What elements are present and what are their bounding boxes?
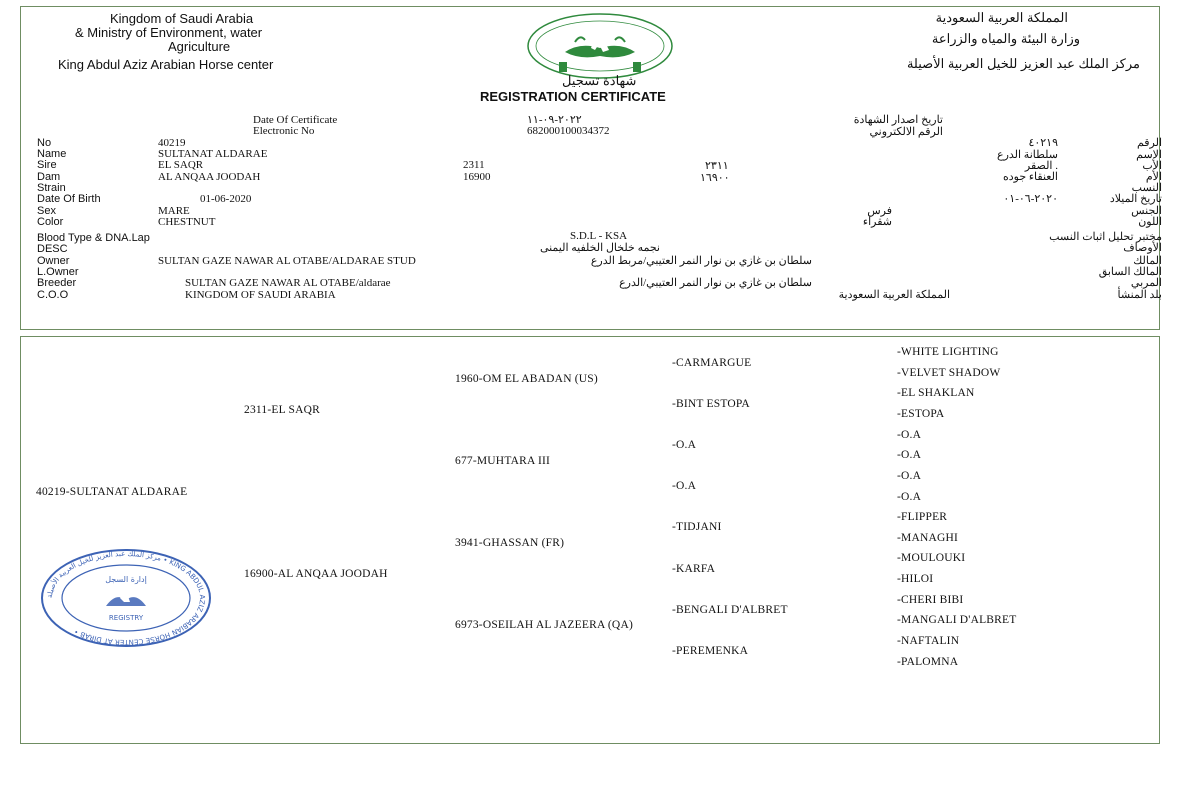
header-center-ar: مركز الملك عبد العزيز للخيل العربية الأصيلة [906,56,1140,71]
stamp-inner-top: إدارة السجل [105,575,147,584]
pedigree-gen4-16: -PALOMNA [897,656,959,668]
sex-value-ar: فرس [867,205,892,217]
title-arabic: شهادة تسجيل [562,73,637,88]
owner-value-ar: سلطان بن غازي بن نوار النمر العتيبي/مربط الدرع [590,255,812,267]
dam-number-ar: ١٦٩٠٠ [700,172,730,184]
color-value-ar: شقراء [862,216,892,228]
dob-label-ar: تاريخ الميلاد [1109,193,1162,205]
pedigree-gen3-8: -PEREMENKA [672,645,749,657]
coo-value: KINGDOM OF SAUDI ARABIA [185,289,336,301]
coo-label-ar: بلد المنشأ [1117,289,1162,301]
sire-number: 2311 [463,159,485,171]
header-ministry-en-2: Agriculture [168,39,231,54]
dob-value: 01-06-2020 [200,193,252,205]
name-label-ar: الاسم [1136,149,1162,161]
desc-value-ar: نجمه خلخال الخلفيه اليمنى [539,242,660,254]
pedigree-gen4-8: -O.A [897,491,922,503]
pedigree-gen3-6: -KARFA [672,563,716,575]
header-center-en: King Abdul Aziz Arabian Horse center [58,57,274,72]
pedigree-gen4-6: -O.A [897,449,922,461]
pedigree-gen3-1: -CARMARGUE [672,357,752,369]
name-value: SULTANAT ALDARAE [158,148,268,160]
sire-value-ar: . الصقر [1024,160,1058,172]
header-ministry-en: & Ministry of Environment, water [75,25,263,40]
pedigree-gen4-4: -ESTOPA [897,408,945,420]
bottom-frame [20,336,1160,744]
pedigree-sire: 2311-EL SAQR [244,404,320,416]
dam-number: 16900 [463,171,491,183]
lowner-label-ar: المالك السابق [1098,266,1162,278]
breeder-label: Breeder [37,277,77,289]
pedigree-gen4-13: -CHERI BIBI [897,594,964,606]
pedigree-dam: 16900-AL ANQAA JOODAH [244,568,388,580]
no-label-ar: الرقم [1136,137,1162,149]
pedigree-gen4-5: -O.A [897,429,922,441]
pedigree-gen3-5: -TIDJANI [672,521,722,533]
electronic-no-label: Electronic No [253,125,315,137]
coo-label: C.O.O [37,289,69,301]
coo-value-ar: المملكة العربية السعودية [838,289,950,301]
header-country-en: Kingdom of Saudi Arabia [110,11,254,26]
strain-label-ar: النسب [1131,182,1162,194]
pedigree-gen4-11: -MOULOUKI [897,552,966,564]
sire-value: EL SAQR [158,159,204,171]
date-of-certificate-value: ٢٠٢٢-٠٩-١١ [527,114,582,126]
stamp-ring-text: مركز الملك عبد العزيز للخيل العربية الأصيلة • KING ABDUL AZIZ ARABIAN HORSE CENTER AT DIRAB • [45,549,207,647]
blood-type-value: S.D.L - KSA [570,230,628,242]
sex-value: MARE [158,205,190,217]
date-of-certificate-label-ar: تاريخ اصدار الشهادة [853,114,943,126]
desc-label-ar: الأوصاف [1123,242,1162,254]
pedigree-horse: 40219-SULTANAT ALDARAE [36,486,188,498]
header-ministry-ar: وزارة البيئة والمياه والزراعة [931,31,1080,46]
pedigree-gen3-4: -O.A [672,480,697,492]
dam-value-ar: العنقاء جوده [1002,171,1058,183]
sire-number-ar: ٢٣١١ [705,160,729,172]
color-value: CHESTNUT [158,216,216,228]
pedigree-gen4-1: -WHITE LIGHTING [897,346,999,358]
lowner-label: L.Owner [37,266,79,278]
owner-value: SULTAN GAZE NAWAR AL OTABE/ALDARAE STUD [158,255,416,267]
name-value-ar: سلطانة الدرع [997,149,1058,161]
sex-label: Sex [37,205,56,217]
sire-label: Sire [37,159,57,171]
registry-stamp [40,548,212,648]
pedigree-gen3-2: -BINT ESTOPA [672,398,750,410]
horse-logo-icon [525,12,675,80]
date-of-certificate-label: Date Of Certificate [253,114,338,126]
no-value-ar: ٤٠٢١٩ [1028,137,1058,149]
pedigree-gen4-10: -MANAGHI [897,532,959,544]
registry-stamp-icon [40,548,212,648]
name-label: Name [37,148,67,160]
header-country-ar: المملكة العربية السعودية [935,10,1068,25]
sire-label-ar: الأب [1142,160,1162,172]
pedigree-gen2-4: 6973-OSEILAH AL JAZEERA (QA) [455,619,633,631]
desc-label: DESC [37,243,68,255]
stamp-inner-bottom: REGISTRY [108,614,144,622]
owner-label: Owner [37,255,70,267]
breeder-value-ar: سلطان بن غازي بن نوار النمر العتيبي/الدرع [619,277,812,289]
breeder-value: SULTAN GAZE NAWAR AL OTABE/aldarae [185,277,391,289]
pedigree-gen4-2: -VELVET SHADOW [897,367,1001,379]
pedigree-gen4-12: -HILOI [897,573,934,585]
strain-label: Strain [37,182,66,194]
breeder-label-ar: المربي [1130,277,1162,289]
pedigree-gen2-2: 677-MUHTARA III [455,455,551,467]
pedigree-gen3-3: -O.A [672,439,697,451]
dob-value-ar: ٢٠٢٠-٠٦-٠١ [1003,193,1058,205]
pedigree-gen4-3: -EL SHAKLAN [897,387,975,399]
blood-type-label: Blood Type & DNA.Lap [37,232,150,244]
owner-label-ar: المالك [1133,255,1162,267]
dam-value: AL ANQAA JOODAH [158,171,261,183]
center-logo [525,12,675,80]
electronic-no-value: 682000100034372 [527,125,610,137]
dam-label-ar: الأم [1145,171,1162,183]
no-value: 40219 [158,137,186,149]
blood-type-label-ar: مختبر تحليل اثبات النسب [1049,231,1162,243]
pedigree-gen2-3: 3941-GHASSAN (FR) [455,537,565,549]
title-english: REGISTRATION CERTIFICATE [480,89,666,104]
color-label: Color [37,216,64,228]
dam-label: Dam [37,171,61,183]
pedigree-gen4-14: -MANGALI D'ALBRET [897,614,1017,626]
color-label-ar: اللون [1138,216,1162,228]
pedigree-gen4-7: -O.A [897,470,922,482]
sex-label-ar: الجنس [1131,205,1162,217]
electronic-no-label-ar: الرقم الالكتروني [869,126,943,138]
pedigree-gen2-1: 1960-OM EL ABADAN (US) [455,373,598,385]
pedigree-gen4-15: -NAFTALIN [897,635,960,647]
pedigree-gen3-7: -BENGALI D'ALBRET [672,604,788,616]
no-label: No [37,137,52,149]
pedigree-gen4-9: -FLIPPER [897,511,948,523]
dob-label: Date Of Birth [37,193,101,205]
